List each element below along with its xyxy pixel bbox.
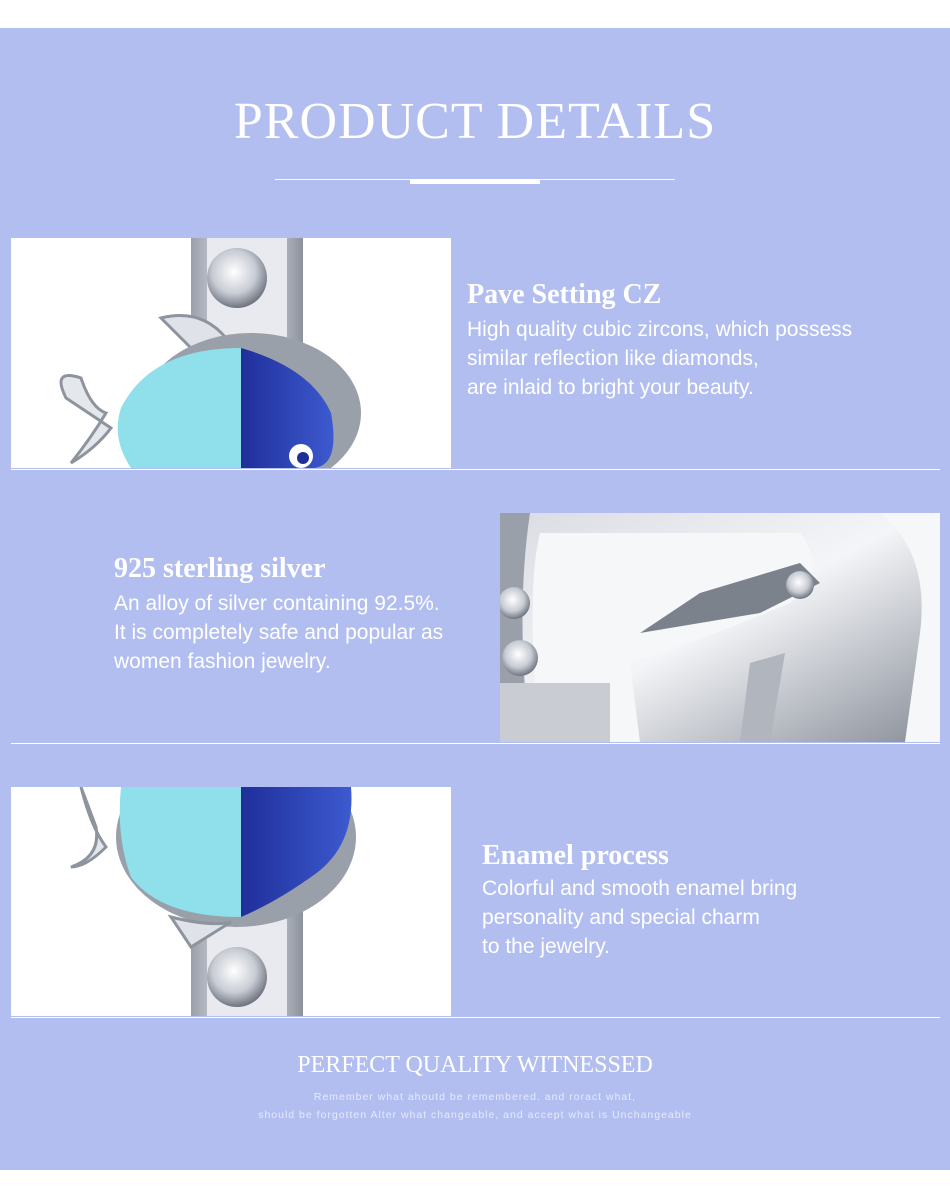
feature-text-pave-line-3: are inlaid to bright your beauty. — [467, 376, 754, 399]
feature-text-pave-line-2: similar reflection like diamonds, — [467, 347, 759, 370]
sterling-silver-image — [500, 513, 940, 742]
feature-text-enamel-line-1: Colorful and smooth enamel bring — [482, 877, 798, 900]
footer-title: PERFECT QUALITY WITNESSED — [297, 1052, 653, 1078]
feature-text-silver-line-3: women fashion jewelry. — [114, 650, 331, 673]
section-divider-3 — [11, 1017, 940, 1018]
enamel-process-image — [11, 787, 451, 1016]
feature-title-silver: 925 sterling silver — [114, 553, 326, 584]
footer-subtitle-line-1: Remember what ahoutd be remembered. and roract what, — [313, 1091, 637, 1103]
feature-text-silver-line-1: An alloy of silver containing 92.5%. — [114, 592, 440, 615]
feature-title-enamel: Enamel process — [482, 840, 669, 871]
title-divider-accent — [410, 179, 540, 184]
feature-text-enamel-line-3: to the jewelry. — [482, 935, 610, 958]
section-divider-2 — [11, 743, 940, 744]
feature-title-pave: Pave Setting CZ — [467, 279, 662, 310]
feature-text-pave-line-1: High quality cubic zircons, which possess — [467, 318, 853, 341]
footer-subtitle-line-2: should be forgotten Alter what changeable, and accept what is Unchangeable — [258, 1109, 692, 1121]
feature-text-silver-line-2: It is completely safe and popular as — [114, 621, 444, 644]
page-title: PRODUCT DETAILS — [233, 93, 717, 150]
pave-setting-image — [11, 238, 451, 468]
feature-text-enamel-line-2: personality and special charm — [482, 906, 760, 929]
section-divider-1 — [11, 469, 940, 470]
